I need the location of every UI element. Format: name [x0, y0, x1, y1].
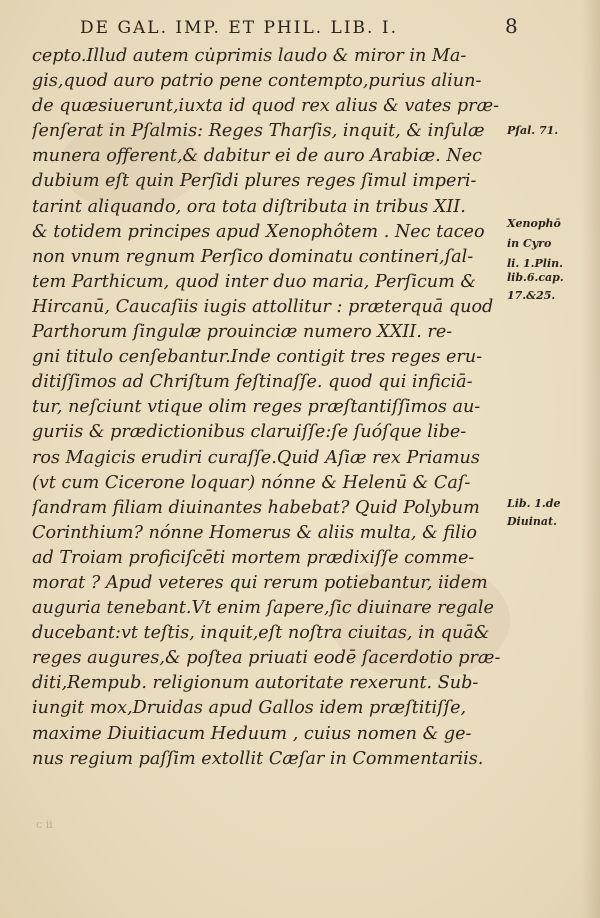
text-line: & totidem principes apud Xenophôtem . Nec taceo [32, 221, 485, 242]
margin-note: Pſal. 71. [507, 124, 559, 137]
text-line: ſenſerat in Pſalmis: Reges Tharſis, inquit, & inſulæ [32, 121, 485, 142]
text-line: Hircanū, Caucaſiis iugis attollitur : præterquā quod [32, 296, 494, 317]
page-edge-shadow [582, 0, 600, 918]
text-line: maxime Diuitiacum Heduum , cuius nomen & ge- [32, 723, 472, 744]
text-line: morat ? Apud veteres qui rerum potiebantur, iidem [32, 572, 488, 593]
margin-note: in Cyro [507, 237, 552, 250]
signature-mark: c ii [36, 818, 53, 831]
text-line: reges augures,& poſtea priuati eodē ſacerdotio præ- [32, 648, 501, 669]
text-line: Corinthium? nónne Homerus & aliis multa, & filio [32, 522, 477, 543]
text-line: ducebant:vt teſtis, inquit,eſt noſtra ciuitas, in quā& [32, 623, 490, 644]
text-line: tarint aliquando, ora tota diſtributa in tribus XII. [32, 196, 466, 217]
text-line: iungit mox,Druidas apud Gallos idem præſtitiſſe, [32, 698, 467, 719]
text-line: tur, neſciunt vtique olim reges præſtantiſſimos au- [32, 397, 481, 418]
margin-note: Xenophō [507, 217, 561, 230]
running-title: DE GAL. IMP. ET PHIL. LIB. I. [80, 18, 398, 38]
text-line: gis,quod auro patrio pene contempto,purius aliun- [32, 71, 482, 92]
text-line: tem Parthicum, quod inter duo maria, Perſicum & [32, 271, 477, 292]
text-line: guriis & prædictionibus claruiſſe:ſe ſuóſque libe- [32, 422, 467, 443]
margin-note: li. 1.Plin. [507, 257, 563, 270]
margin-note: 17.&25. [507, 289, 556, 302]
page-number: 8 [505, 14, 518, 38]
text-line: Parthorum ſingulæ prouinciæ numero XXII. re- [32, 322, 453, 343]
text-line: ſandram filiam diuinantes habebat? Quid Polybum [32, 497, 480, 518]
margin-note: Lib. 1.de [507, 497, 561, 510]
text-line: nus regium paſſim extollit Cæſar in Commentariis. [32, 748, 484, 769]
text-line: ditiſſimos ad Chriſtum feſtinaſſe. quod qui inficiā- [32, 372, 473, 393]
text-line: ros Magicis erudiri curaſſe.Quid Aſiæ rex Priamus [32, 447, 480, 468]
text-line: munera offerent,& dabitur ei de auro Arabiæ. Nec [32, 146, 483, 167]
text-line: dubium eſt quin Perſidi plures reges ſimul imperi- [32, 171, 477, 192]
text-line: auguria tenebant.Vt enim ſapere,ſic diuinare regale [32, 598, 494, 619]
margin-note: Diuinat. [507, 515, 557, 528]
text-line: cepto.Illud autem cu̇primis laudo & miror in Ma- [32, 46, 467, 66]
text-line: de quæsiuerunt,iuxta id quod rex alius & vates præ- [32, 96, 500, 117]
body-text [32, 44, 512, 772]
text-line: non vnum regnum Perſico dominatu contineri,ſal- [32, 246, 474, 267]
text-line: diti,Rempub. religionum autoritate rexerunt. Sub- [32, 673, 479, 694]
margin-note: lib.6.cap. [507, 271, 564, 284]
text-line: gni titulo cenſebantur.Inde contigit tres reges eru- [32, 347, 483, 368]
text-line: ad Troiam proficiſcēti mortem prædixiſſe comme- [32, 547, 475, 568]
text-line: (vt cum Cicerone loquar) nónne & Helenū & Caſ- [32, 472, 471, 493]
